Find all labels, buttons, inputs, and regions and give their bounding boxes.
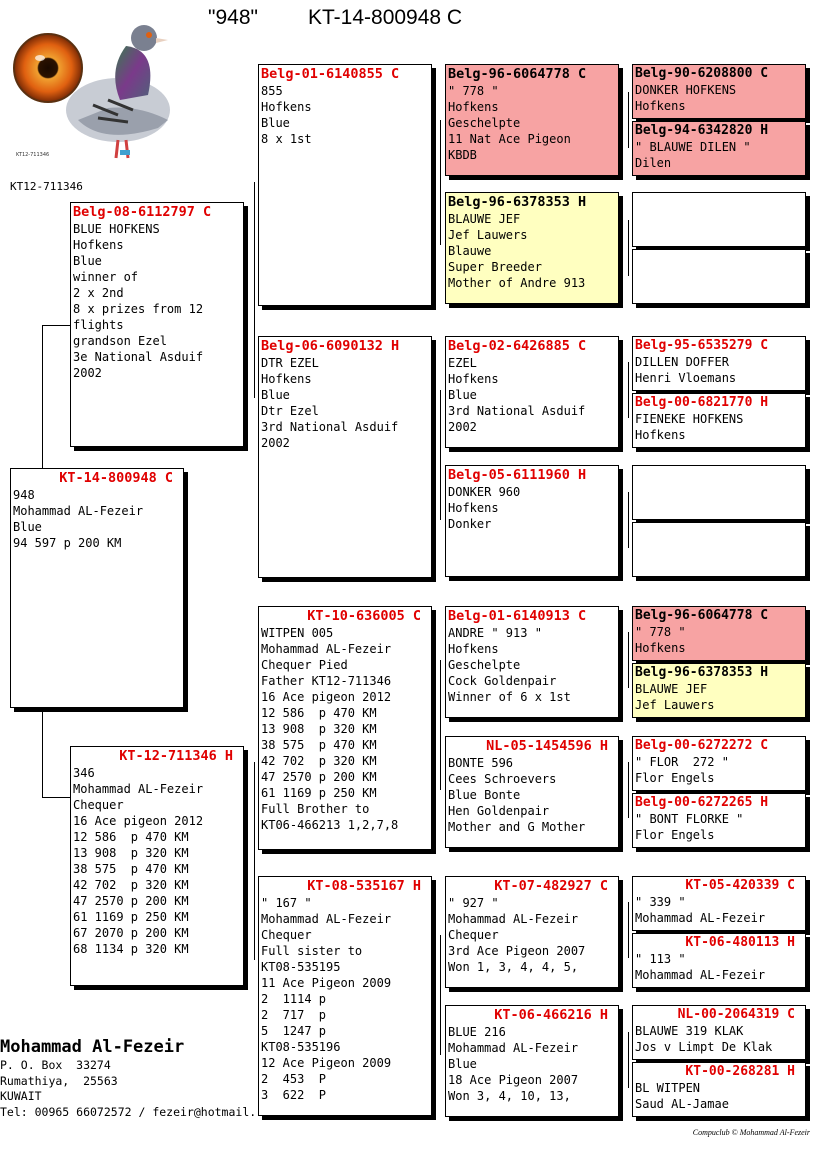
owner-address-line: P. O. Box 33274	[0, 1058, 111, 1072]
info-line: 68 1134 p 320 KM	[73, 942, 189, 956]
info-line: 3rd Ace Pigeon 2007	[448, 944, 586, 958]
info-line: Saud AL-Jamae	[635, 1097, 729, 1111]
info-line: Mohammad AL-Fezeir	[261, 912, 392, 926]
info-line: Won 1, 3, 4, 4, 5,	[448, 960, 579, 974]
info-line: Mother and G Mother	[448, 820, 586, 834]
info-line: Donker	[448, 517, 492, 531]
info-line: Blue	[261, 388, 290, 402]
info-line: 346	[73, 766, 95, 780]
ring-number: Belg-01-6140855 C	[261, 66, 400, 82]
owner-contact	[0, 1036, 256, 1120]
ring-number: KT-07-482927 C	[494, 878, 608, 894]
gg-grandparent-card[interactable]	[632, 933, 806, 988]
info-line: " FLOR 272 "	[635, 755, 729, 769]
info-line: " 339 "	[635, 895, 686, 909]
info-line: 2 717 p	[261, 1008, 327, 1022]
info-line: Blue	[448, 388, 477, 402]
info-line: DILLEN DOFFER	[635, 355, 729, 369]
info-line: " BLAUWE DILEN "	[635, 140, 751, 154]
info-line: Cock Goldenpair	[448, 674, 557, 688]
info-line: Blue Bonte	[448, 788, 521, 802]
info-line: Hofkens	[448, 642, 499, 656]
pigeon-name: "948"	[208, 6, 258, 29]
info-line: Hen Goldenpair	[448, 804, 550, 818]
connector	[628, 902, 629, 958]
info-line: Full sister to	[261, 944, 363, 958]
info-line: Winner of 6 x 1st	[448, 690, 571, 704]
info-line: Hofkens	[261, 372, 312, 386]
ring-number: Belg-96-6378353 H	[635, 665, 769, 680]
info-line: Mohammad AL-Fezeir	[635, 968, 766, 982]
ring-number: Belg-01-6140913 C	[448, 608, 587, 624]
info-line: Hofkens	[448, 100, 499, 114]
ring-number: Belg-94-6342820 H	[635, 123, 769, 138]
info-line: Chequer	[448, 928, 499, 942]
pigeon-icon	[8, 10, 178, 170]
connector	[440, 935, 441, 1055]
info-line: Chequer	[73, 798, 124, 812]
info-line: Full Brother to	[261, 802, 370, 816]
info-line: 5 1247 p	[261, 1024, 327, 1038]
subject-card[interactable]	[10, 468, 184, 708]
great-grandparent-card[interactable]	[445, 64, 619, 176]
info-line: KT06-466213 1,2,7,8	[261, 818, 399, 832]
info-line: BLUE 216	[448, 1025, 506, 1039]
ring-number: KT-10-636005 C	[307, 608, 421, 624]
info-line: 16 Ace pigeon 2012	[261, 690, 392, 704]
info-line: Mohammad AL-Fezeir	[13, 504, 144, 518]
info-line: BLAUWE JEF	[448, 212, 521, 226]
info-line: 2002	[261, 436, 290, 450]
info-line: Mohammad AL-Fezeir	[73, 782, 204, 796]
gg-grandparent-card[interactable]	[632, 393, 806, 448]
info-line: Hofkens	[261, 100, 312, 114]
connector	[254, 182, 255, 398]
info-line: Hofkens	[73, 238, 124, 252]
great-grandparent-card[interactable]	[445, 876, 619, 988]
info-line: 3 622 P	[261, 1088, 327, 1102]
info-line: Dilen	[635, 156, 672, 170]
owner-phone-email: Tel: 00965 66072572 / fezeir@hotmail.	[0, 1104, 257, 1119]
info-line: ANDRE " 913 "	[448, 626, 542, 640]
ring-number: Belg-02-6426885 C	[448, 338, 587, 354]
info-line: 61 1169 p 250 KM	[73, 910, 189, 924]
connector	[628, 1032, 629, 1088]
gg-grandparent-card[interactable]	[632, 793, 806, 848]
connector	[628, 492, 629, 548]
info-line: 42 702 p 320 KM	[73, 878, 189, 892]
gg-grandparent-card[interactable]	[632, 64, 806, 119]
info-line: 12 Ace Pigeon 2009	[261, 1056, 392, 1070]
info-line: 42 702 p 320 KM	[261, 754, 377, 768]
info-line: 2002	[73, 366, 102, 380]
connector	[628, 632, 629, 688]
info-line: 18 Ace Pigeon 2007	[448, 1073, 579, 1087]
info-line: 94 597 p 200 KM	[13, 536, 122, 550]
gg-grandparent-card[interactable]	[632, 1005, 806, 1060]
ring-number: NL-00-2064319 C	[677, 1007, 795, 1022]
sire-card[interactable]	[70, 202, 244, 447]
connector	[42, 797, 70, 798]
footer-credit: Compuclub © Mohammad Al-Fezeir	[692, 1128, 810, 1137]
gg-grandparent-card-empty[interactable]	[632, 249, 806, 304]
info-line: Mohammad AL-Fezeir	[261, 642, 392, 656]
svg-text:KT12-711346: KT12-711346	[16, 152, 50, 158]
info-line: Geschelpte	[448, 116, 521, 130]
info-line: Hofkens	[448, 372, 499, 386]
gg-grandparent-card-empty[interactable]	[632, 522, 806, 577]
info-line: Super Breeder	[448, 260, 542, 274]
ring-number: Belg-08-6112797 C	[73, 204, 212, 220]
ring-number: KT-00-268281 H	[685, 1064, 795, 1079]
info-line: Father KT12-711346	[261, 674, 392, 688]
ring-number: Belg-96-6064778 C	[448, 66, 587, 82]
info-line: BONTE 596	[448, 756, 514, 770]
gg-grandparent-card[interactable]	[632, 606, 806, 661]
ring-number: KT-12-711346 H	[119, 748, 233, 764]
info-line: FIENEKE HOFKENS	[635, 412, 744, 426]
info-line: " 927 "	[448, 896, 499, 910]
gg-grandparent-card[interactable]	[632, 736, 806, 791]
connector	[440, 660, 441, 790]
connector	[628, 92, 629, 148]
info-line: grandson Ezel	[73, 334, 167, 348]
info-line: Hofkens	[635, 641, 686, 655]
info-line: Jef Lauwers	[635, 698, 715, 712]
info-line: 2002	[448, 420, 477, 434]
connector	[628, 220, 629, 276]
grandparent-card[interactable]	[258, 876, 432, 1116]
connector	[254, 762, 255, 960]
info-line: Geschelpte	[448, 658, 521, 672]
info-line: " 167 "	[261, 896, 312, 910]
ring-number: Belg-00-6821770 H	[635, 395, 769, 410]
info-line: 3rd National Asduif	[448, 404, 586, 418]
grandparent-card[interactable]	[258, 64, 432, 306]
info-line: DTR EZEL	[261, 356, 319, 370]
info-line: WITPEN 005	[261, 626, 334, 640]
gg-grandparent-card[interactable]	[632, 336, 806, 391]
ring-number: KT-08-535167 H	[307, 878, 421, 894]
connector	[42, 325, 43, 468]
ring-number: Belg-95-6535279 C	[635, 338, 769, 353]
connector	[440, 390, 441, 520]
owner-address-line: KUWAIT	[0, 1089, 42, 1103]
info-line: 8 x 1st	[261, 132, 312, 146]
info-line: " 113 "	[635, 952, 686, 966]
info-line: Flor Engels	[635, 771, 715, 785]
info-line: DONKER 960	[448, 485, 521, 499]
info-line: 12 586 p 470 KM	[261, 706, 377, 720]
gg-grandparent-card[interactable]	[632, 1062, 806, 1117]
info-line: 8 x prizes from 12	[73, 302, 204, 316]
great-grandparent-card[interactable]	[445, 736, 619, 848]
info-line: BL WITPEN	[635, 1081, 701, 1095]
info-line: Won 3, 4, 10, 13,	[448, 1089, 571, 1103]
info-line: 2 453 P	[261, 1072, 327, 1086]
grandparent-card[interactable]	[258, 336, 432, 578]
ring-number: KT-06-466216 H	[494, 1007, 608, 1023]
dam-card[interactable]	[70, 746, 244, 986]
info-line: 3e National Asduif	[73, 350, 204, 364]
info-line: KT08-535196	[261, 1040, 341, 1054]
info-line: 47 2570 p 200 KM	[73, 894, 189, 908]
info-line: 13 908 p 320 KM	[261, 722, 377, 736]
great-grandparent-card[interactable]	[445, 336, 619, 448]
info-line: BLAUWE JEF	[635, 682, 708, 696]
connector	[628, 762, 629, 818]
info-line: 855	[261, 84, 283, 98]
info-line: Dtr Ezel	[261, 404, 319, 418]
info-line: 2 x 2nd	[73, 286, 124, 300]
info-line: Jos v Limpt De Klak	[635, 1040, 773, 1054]
ring-number: Belg-96-6064778 C	[635, 608, 769, 623]
info-line: winner of	[73, 270, 139, 284]
info-line: Flor Engels	[635, 828, 715, 842]
ring-number: KT-06-480113 H	[685, 935, 795, 950]
info-line: 47 2570 p 200 KM	[261, 770, 377, 784]
info-line: Blauwe	[448, 244, 492, 258]
info-line: KBDB	[448, 148, 477, 162]
info-line: 11 Nat Ace Pigeon	[448, 132, 571, 146]
info-line: " 778 "	[448, 84, 499, 98]
info-line: Chequer Pied	[261, 658, 348, 672]
great-grandparent-card[interactable]	[445, 1005, 619, 1117]
pigeon-photo	[8, 10, 178, 170]
gg-grandparent-card[interactable]	[632, 121, 806, 176]
gg-grandparent-card[interactable]	[632, 663, 806, 718]
ring-number: Belg-90-6208800 C	[635, 66, 769, 81]
info-line: 16 Ace pigeon 2012	[73, 814, 204, 828]
info-line: BLAUWE 319 KLAK	[635, 1024, 744, 1038]
great-grandparent-card[interactable]	[445, 606, 619, 718]
photo-caption: KT12-711346	[10, 180, 83, 193]
ring-number: KT-05-420339 C	[685, 878, 795, 893]
info-line: 38 575 p 470 KM	[261, 738, 377, 752]
connector	[628, 362, 629, 418]
info-line: 12 586 p 470 KM	[73, 830, 189, 844]
info-line: 38 575 p 470 KM	[73, 862, 189, 876]
ring-number: KT-14-800948 C	[59, 470, 173, 486]
info-line: 2 1114 p	[261, 992, 327, 1006]
info-line: Hofkens	[635, 428, 686, 442]
gg-grandparent-card[interactable]	[632, 876, 806, 931]
info-line: 11 Ace Pigeon 2009	[261, 976, 392, 990]
ring-number: Belg-05-6111960 H	[448, 467, 587, 483]
info-line: DONKER HOFKENS	[635, 83, 737, 97]
ring-number: Belg-00-6272272 C	[635, 738, 769, 753]
info-line: Blue	[261, 116, 290, 130]
info-line: " 778 "	[635, 625, 686, 639]
info-line: KT08-535195	[261, 960, 341, 974]
info-line: EZEL	[448, 356, 477, 370]
info-line: Chequer	[261, 928, 312, 942]
info-line: Mohammad AL-Fezeir	[448, 912, 579, 926]
info-line: Blue	[448, 1057, 477, 1071]
info-line: 13 908 p 320 KM	[73, 846, 189, 860]
pigeon-ring: KT-14-800948 C	[308, 6, 463, 29]
info-line: 3rd National Asduif	[261, 420, 399, 434]
ring-number: Belg-00-6272265 H	[635, 795, 769, 810]
owner-name: Mohammad Al-Fezeir	[0, 1037, 185, 1057]
gg-grandparent-card-empty[interactable]	[632, 465, 806, 520]
owner-address-line: Rumathiya, 25563	[0, 1073, 118, 1088]
info-line: Henri Vloemans	[635, 371, 737, 385]
info-line: 61 1169 p 250 KM	[261, 786, 377, 800]
connector	[42, 325, 70, 326]
ring-number: NL-05-1454596 H	[486, 738, 608, 754]
info-line: 67 2070 p 200 KM	[73, 926, 189, 940]
info-line: Blue	[13, 520, 42, 534]
info-line: Mohammad AL-Fezeir	[448, 1041, 579, 1055]
gg-grandparent-card-empty[interactable]	[632, 192, 806, 247]
info-line: Blue	[73, 254, 102, 268]
connector	[42, 710, 43, 798]
info-line: Hofkens	[635, 99, 686, 113]
info-line: " BONT FLORKE "	[635, 812, 744, 826]
connector	[440, 120, 441, 245]
info-line: Cees Schroevers	[448, 772, 557, 786]
ring-number: Belg-96-6378353 H	[448, 194, 587, 210]
info-line: Mohammad AL-Fezeir	[635, 911, 766, 925]
info-line: 948	[13, 488, 35, 502]
info-line: Mother of Andre 913	[448, 276, 586, 290]
grandparent-card[interactable]	[258, 606, 432, 850]
ring-number: Belg-06-6090132 H	[261, 338, 400, 354]
info-line: Jef Lauwers	[448, 228, 528, 242]
info-line: flights	[73, 318, 124, 332]
info-line: Hofkens	[448, 501, 499, 515]
great-grandparent-card[interactable]	[445, 192, 619, 304]
great-grandparent-card[interactable]	[445, 465, 619, 577]
info-line: BLUE HOFKENS	[73, 222, 160, 236]
